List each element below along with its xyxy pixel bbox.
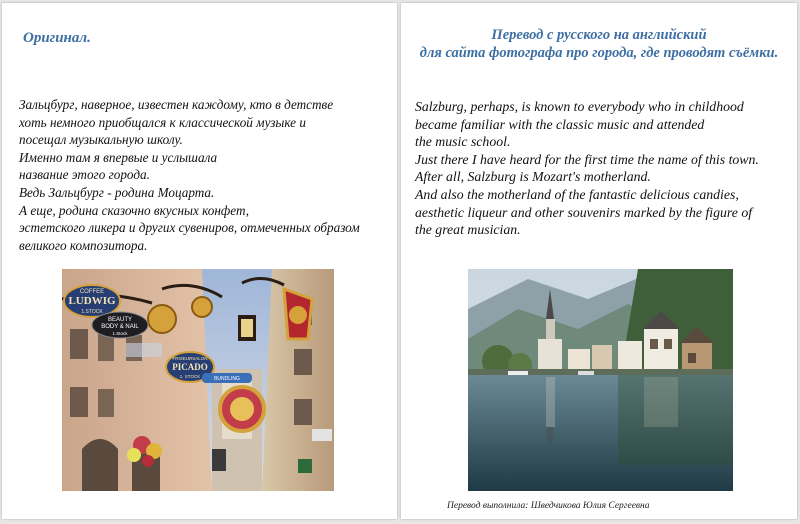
svg-text:FRISEURSALON: FRISEURSALON — [172, 356, 208, 361]
translation-page — [401, 3, 797, 519]
original-line: Именно там я впервые и услышала — [19, 149, 218, 165]
translation-heading-line: для сайта фотографа про города, где проводят съёмки. — [419, 45, 779, 61]
translation-text — [415, 98, 759, 239]
original-line: Ведь Зальцбург - родина Моцарта. — [19, 184, 215, 200]
translation-heading-line: Перевод с русского на английский — [491, 27, 707, 43]
svg-text:LUDWIG: LUDWIG — [68, 295, 116, 307]
svg-text:PICADO: PICADO — [172, 362, 208, 372]
lakeside-town-photo — [468, 269, 733, 491]
translation-line: Salzburg, perhaps, is known to everybody who in childhood — [415, 99, 744, 114]
translation-line: the music school. — [415, 134, 511, 150]
translation-line: Just there I have heard for the first time the name of this town. — [415, 151, 759, 167]
translation-heading — [401, 26, 797, 62]
svg-text:1.STOCK: 1.STOCK — [81, 309, 103, 315]
translation-line: After all, Salzburg is Mozart's motherland. — [415, 169, 651, 185]
svg-text:BUNDLING: BUNDLING — [214, 376, 240, 382]
original-line: эстетского ликера и других сувениров, отмеченных образом — [19, 220, 360, 236]
original-line: Зальцбург, наверное, известен каждому, кто в детстве — [19, 97, 334, 112]
original-text — [19, 96, 360, 254]
translator-credit: Перевод выполнила: Шведчикова Юлия Сергеевна — [447, 501, 650, 511]
beauty-nail-sign — [92, 312, 148, 338]
svg-text:1.Stock: 1.Stock — [112, 331, 128, 336]
translation-line: the great musician. — [415, 222, 521, 238]
salzburg-street-photo — [62, 269, 334, 491]
blue-shop-sign — [202, 373, 252, 383]
original-page — [2, 3, 397, 519]
original-line: хоть немного приобщался к классической музыке и — [19, 114, 306, 130]
svg-text:1. STOCK: 1. STOCK — [179, 374, 201, 379]
original-line: великого композитора. — [19, 237, 148, 253]
original-heading: Оригинал. — [23, 30, 91, 46]
svg-text:COFFEE: COFFEE — [79, 289, 105, 295]
translation-line: aesthetic liqueur and other souvenirs marked by the figure of — [415, 204, 753, 220]
translation-line: And also the motherland of the fantastic delicious candies, — [415, 186, 739, 202]
original-line: посещал музыкальную школу. — [19, 132, 183, 148]
original-line: А еще, родина сказочно вкусных конфет, — [19, 202, 250, 218]
translation-line: became familiar with the classic music and attended — [415, 116, 705, 132]
svg-text:BODY & NAIL: BODY & NAIL — [101, 324, 139, 330]
svg-text:BEAUTY: BEAUTY — [107, 317, 133, 323]
original-line: название этого города. — [19, 167, 150, 183]
